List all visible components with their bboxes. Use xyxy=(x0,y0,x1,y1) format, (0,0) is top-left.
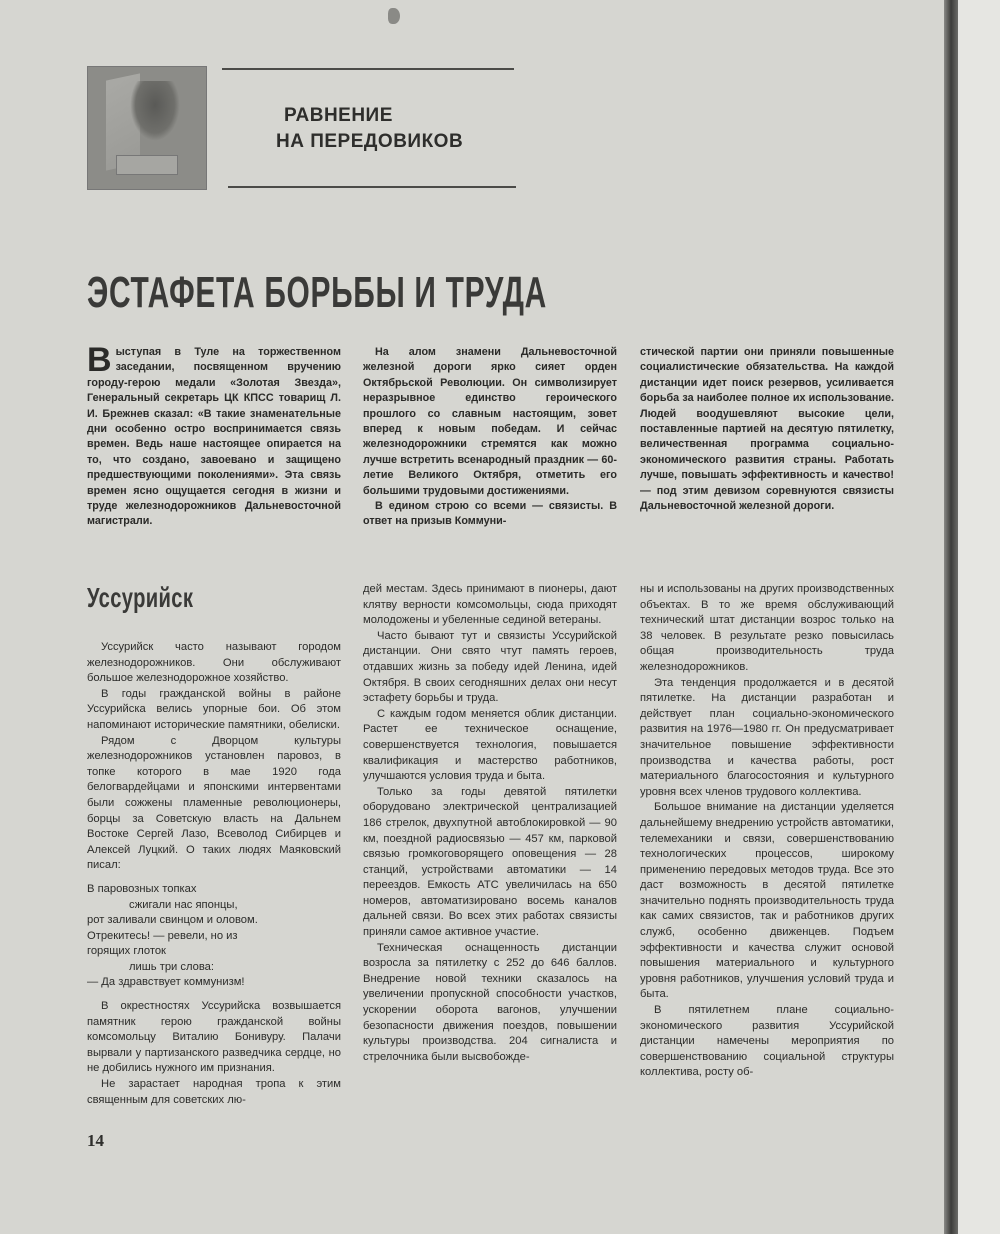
section-subheading: Уссурийск xyxy=(87,582,194,613)
page-number: 14 xyxy=(87,1131,104,1150)
poem-line: сжигали нас японцы, xyxy=(129,898,238,911)
emblem-portrait xyxy=(130,81,180,141)
body-paragraph: Эта тенденция продолжается и в десятой пятилетке. На дистанции разработан и действует план социально-экономического развития на 1976—1980 гг. Он предусматривает значительное повышение эффективности производства и качества работы, рост материального благосостояния и культурного уровня всех членов трудового коллектива. xyxy=(640,676,894,798)
body-paragraph: Не зарастает народная тропа к этим священным для советских лю- xyxy=(87,1078,341,1106)
section-heading-line2: НА ПЕРЕДОВИКОВ xyxy=(276,131,464,152)
body-paragraph: Уссурийск часто называют городом железнодорожников. Они обслуживают большое железнодорожное хозяйство. xyxy=(87,641,341,685)
lead-paragraph: ыступая в Туле на торжественном заседании, посвященном вручению городу-герою медали «Золотая Звезда», Генеральный секретарь ЦК КПСС товарищ Л. И. Брежнев сказал: «В такие знаменательные дни особенно остро воспринимается связь времен. Ведь наше настоящее опирается на то, что создано, завоевано и защищено предшествующими поколениями». Эта связь времен ясно ощущается сегодня в жизни и труде железнодорожников Дальневосточной магистрали. xyxy=(87,346,341,528)
lead-paragraph: стической партии они приняли повышенные социалистические обязательства. На каждой дистанции идет поиск резервов, усиливается борьба за наиболее полное их использование. Людей воодушевляют высокие цели, поставленные партией на десятую пятилетку, величественная программа социально-экономического развития страны. Работать лучше, повышать эффективность и качество! — под этим девизом соревнуются связисты Дальневосточной железной дороги. xyxy=(640,346,894,513)
body-column-2 xyxy=(363,582,617,1065)
section-heading-line1: РАВНЕНИЕ xyxy=(284,105,393,126)
body-paragraph: В годы гражданской войны в районе Уссурийска велись упорные бои. Об этом напоминают исторические памятники, обелиски. xyxy=(87,687,341,731)
section-heading xyxy=(276,103,496,155)
body-paragraph: Только за годы девятой пятилетки оборудовано электрической централизацией 186 стрелок, двухпутной автоблокировкой — 90 км, поездной радиосвязью — 457 км, парковой связью громкоговорящего оповещения — 28 станций, устройствами автоматики — 14 переездов. Емкость АТС увеличилась на 650 номеров, автоматизировано восемь каналов дальней связи. Во всех этих работах связисты приняли самое активное участие. xyxy=(363,785,617,939)
lead-paragraph: На алом знамени Дальневосточной железной дороги ярко сияет орден Октябрьской Революции. Он символизирует неразрывное единство героического прошлого со славным настоящим, зовет вперед к новым победам. И сейчас железнодорожники стремятся как можно лучше встретить всенародный праздник — 60-летие Великого Октября, отметить его большими трудовыми достижениями. xyxy=(363,346,617,497)
emblem-plate xyxy=(116,155,178,175)
poem-line: рот заливали свинцом и оловом. xyxy=(87,914,258,927)
body-column-1 xyxy=(87,640,341,1108)
body-paragraph: Рядом с Дворцом культуры железнодорожников установлен паровоз, в топке которого в мае 1920 года белогвардейцами и японскими интервентами были сожжены пламенные революционеры, борцы за Советскую власть на Дальнем Востоке Сергей Лазо, Всеволод Сибирцев и Алексей Луцкий. О таких людях Маяковский писал: xyxy=(87,734,341,872)
bottom-rule xyxy=(228,186,516,188)
body-paragraph: В пятилетнем плане социально-экономического развития Уссурийской дистанции намечены мероприятия по совершенствованию социальной структуры коллектива, росту об- xyxy=(640,1004,894,1079)
drop-cap: В xyxy=(87,341,112,379)
lead-column-3 xyxy=(640,345,894,514)
article-title: ЭСТАФЕТА БОРЬБЫ И ТРУДА xyxy=(87,268,547,317)
adjacent-page-edge xyxy=(958,0,1000,1234)
poem-quote xyxy=(87,882,341,991)
lead-column-2 xyxy=(363,345,617,530)
poem-line: Отрекитесь! — ревели, но из xyxy=(87,929,238,942)
body-paragraph: В окрестностях Уссурийска возвышается памятник герою гражданской войны комсомольцу Виталию Бонивуру. Палачи вырвали у партизанского разведчика сердце, но не добились нужного им признания. xyxy=(87,1000,341,1075)
lead-column-1 xyxy=(87,341,341,530)
body-paragraph: Часто бывают тут и связисты Уссурийской дистанции. Они свято чтут память героев, отдавших жизнь за победу идей Ленина, идей Октября. В своих сегодняшних делах они несут эстафету борьбы и труда. xyxy=(363,629,617,705)
body-paragraph: С каждым годом меняется облик дистанции. Растет ее техническое оснащение, совершенствуется технология, повышается квалификация и мастерство работников, улучшаются условия труда и быта. xyxy=(363,707,617,783)
top-rule xyxy=(222,68,514,70)
poem-line: лишь три слова: xyxy=(129,960,215,973)
poem-line: горящих глоток xyxy=(87,945,166,958)
body-paragraph: Большое внимание на дистанции уделяется дальнейшему внедрению устройств автоматики, телемеханики и связи, совершенствованию технологических процессов, широкому применению передовых методов труда. Все это даст возможность в десятой пятилетке значительно поднять производительность труда как самих связистов, так и работников других служб, особенно движенцев. Подъем эффективности и качества служит основой повышения материального и культурного уровня работников, улучшения условий труда и быта. xyxy=(640,801,894,1001)
poem-line: — Да здравствует коммунизм! xyxy=(87,976,245,989)
ink-mark xyxy=(388,8,400,24)
body-paragraph: ны и использованы на других производственных объектах. В то же время обслуживающий технический штат дистанции возрос только на 38 человек. В результате резко повысилась общая производительность труда железнодорожников. xyxy=(640,583,894,673)
body-paragraph: дей местам. Здесь принимают в пионеры, дают клятву верности комсомольцы, сюда приходят молодожены и убеленные сединой ветераны. xyxy=(363,583,617,627)
lenin-emblem-image xyxy=(87,66,207,190)
lead-paragraph: В едином строю со всеми — связисты. В ответ на призыв Коммуни- xyxy=(363,500,617,528)
body-column-3 xyxy=(640,582,894,1081)
body-paragraph: Техническая оснащенность дистанции возросла за пятилетку с 252 до 646 баллов. Внедрение новой техники сказалось на увеличении пропускной способности участков, ускорении оборота вагонов, улучшении безопасности движения поездов, повышении культуры производства. 204 сигналиста и стрелочника были высвобожде- xyxy=(363,941,617,1063)
poem-line: В паровозных топках xyxy=(87,882,197,895)
book-spine xyxy=(944,0,958,1234)
